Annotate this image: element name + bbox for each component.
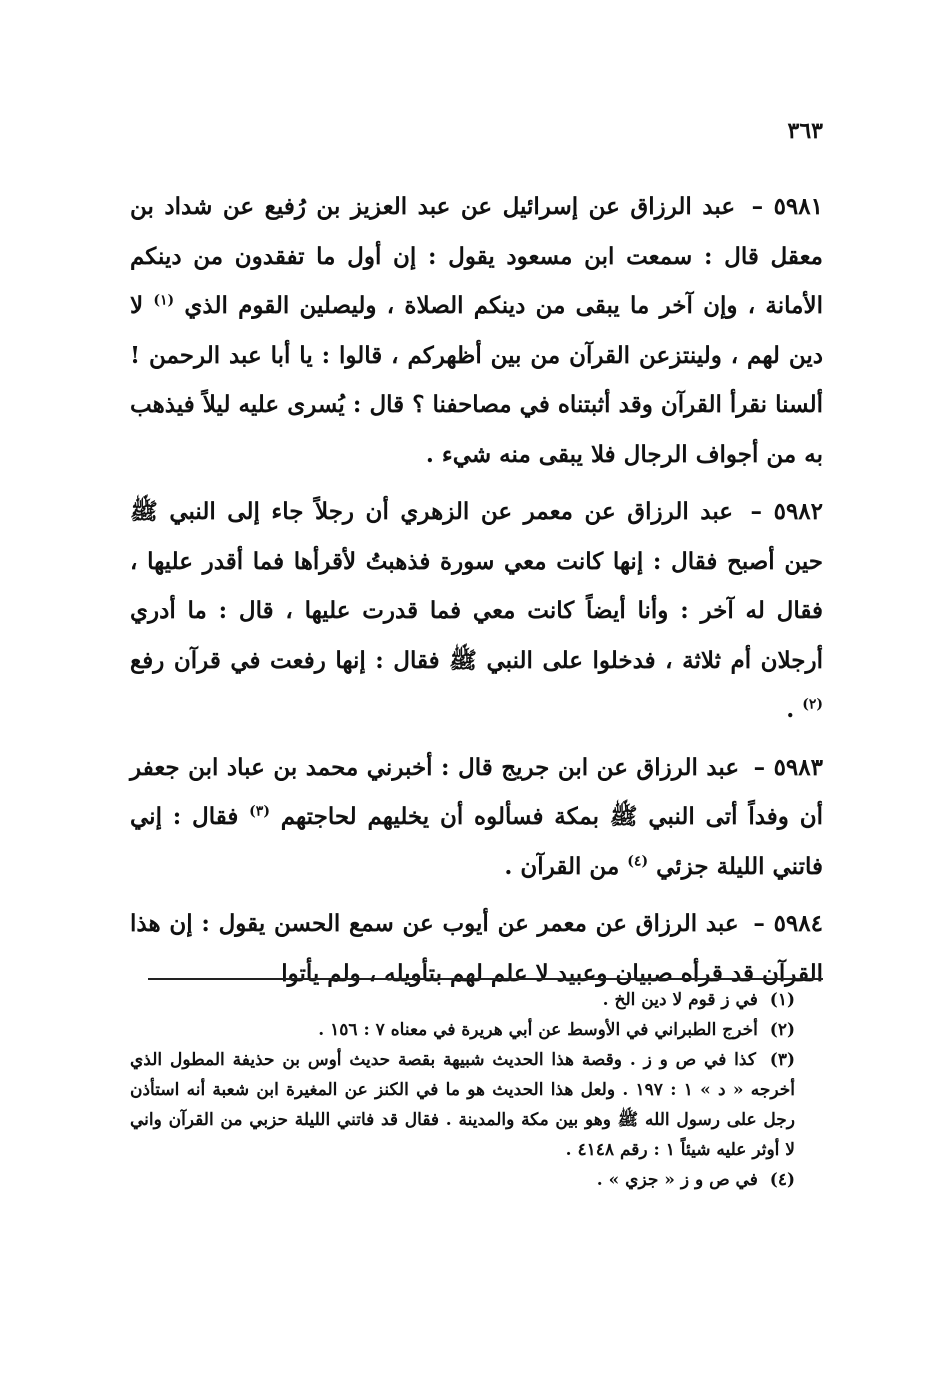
footnote-reference: (٣) (249, 803, 270, 820)
footnote-number: (١) (769, 990, 795, 1010)
footnote-number: (٢) (769, 1020, 795, 1040)
hadith-text: عبد الرزاق عن معمر عن أيوب عن سمع الحسن يقول : إن هذا القرآن قد قرأه صبيان وعبيد لا علم لهم بتأويله ، ولم يأتوا (130, 910, 823, 987)
footnote-3 (130, 1045, 823, 1165)
footnote-text: في ص و ز « جزي » . (596, 1170, 758, 1190)
hadith-number: ٥٩٨٤ – (753, 910, 823, 937)
hadith-text: . (786, 696, 795, 723)
hadith-text: عبد الرزاق عن ابن جريج قال : أخبرني محمد بن عباد ابن جعفر أن وفداً أتى النبي ﷺ بمكة فسألوه أن يخليهم لحاجتهم (130, 753, 823, 830)
footnote-reference: (١) (153, 292, 175, 309)
hadith-number: ٥٩٨٣ – (753, 753, 823, 781)
footnote-text: كذا في ص و ز . وقصة هذا الحديث شبيهة بقصة حديث أوس بن حذيفة المطول الذي أخرجه « د » ١ : ١٩٧ . ولعل هذا الحديث هو ما في الكنز عن المغيرة ابن شعبة أنه استأذن رجل على رسول الله ﷺ وهو بين مكة والمدينة . فقال قد فاتني الليلة حزبي من القرآن واني لا أوثر عليه شيئاً ١ : رقم ٤١٤٨ . (130, 1050, 795, 1160)
footnotes-section (130, 985, 823, 1195)
footnote-reference: (٢) (802, 696, 823, 713)
hadith-text: عبد الرزاق عن معمر عن الزهري أن رجلاً جاء إلى النبي ﷺ حين أصبح فقال : إنها كانت معي سورة فذهبتُ لأقرأها فما أقدر عليها ، فقال له آخر : وأنا أيضاً كانت معي فما قدرت عليها ، قال : ما أدري أرجلان أم ثلاثة ، فدخلوا على النبي ﷺ فقال : إنها رفعت في قرآن رفع (130, 498, 823, 674)
page-number: ٣٦٣ (787, 118, 823, 144)
hadith-paragraph-5982 (130, 487, 823, 735)
footnote-reference: (٤) (627, 852, 649, 869)
hadith-text: من القرآن . (504, 852, 620, 880)
footnote-4 (130, 1165, 823, 1195)
hadith-text: لا دين لهم ، ولينتزعن القرآن من بين أظهركم ، قالوا : يا أبا عبد الرحمن ! ألسنا نقرأ القرآن وقد أثبتناه في مصاحفنا ؟ قال : يُسرى عليه ليلاً فيذهب به من أجواف الرجال فلا يبقى منه شيء . (130, 292, 823, 468)
footnote-2 (130, 1015, 823, 1045)
footnote-text: أخرج الطبراني في الأوسط عن أبي هريرة في معناه ٧ : ١٥٦ . (318, 1020, 758, 1040)
footnote-1 (130, 985, 823, 1015)
hadith-paragraph-5981 (130, 182, 823, 479)
hadith-text-block (130, 182, 823, 1006)
footnote-number: (٣) (769, 1050, 796, 1070)
footnote-number: (٤) (769, 1170, 795, 1190)
footnote-text: في ز قوم لا دين الخ . (602, 990, 758, 1010)
hadith-text: فقال : إني فاتني الليلة جزئي (130, 803, 823, 880)
footnote-divider (148, 978, 823, 980)
hadith-number: ٥٩٨٢ – (750, 498, 824, 525)
hadith-paragraph-5984 (130, 899, 823, 998)
book-page (130, 0, 823, 1373)
hadith-number: ٥٩٨١ – (751, 193, 823, 220)
hadith-paragraph-5983 (130, 743, 823, 892)
hadith-text: عبد الرزاق عن إسرائيل عن عبد العزيز بن رُفيع عن شداد بن معقل قال : سمعت ابن مسعود يقول : إن أول ما تفقدون من دينكم الأمانة ، وإن آخر ما يبقى من دينكم الصلاة ، وليصلين القوم الذي (130, 193, 823, 319)
